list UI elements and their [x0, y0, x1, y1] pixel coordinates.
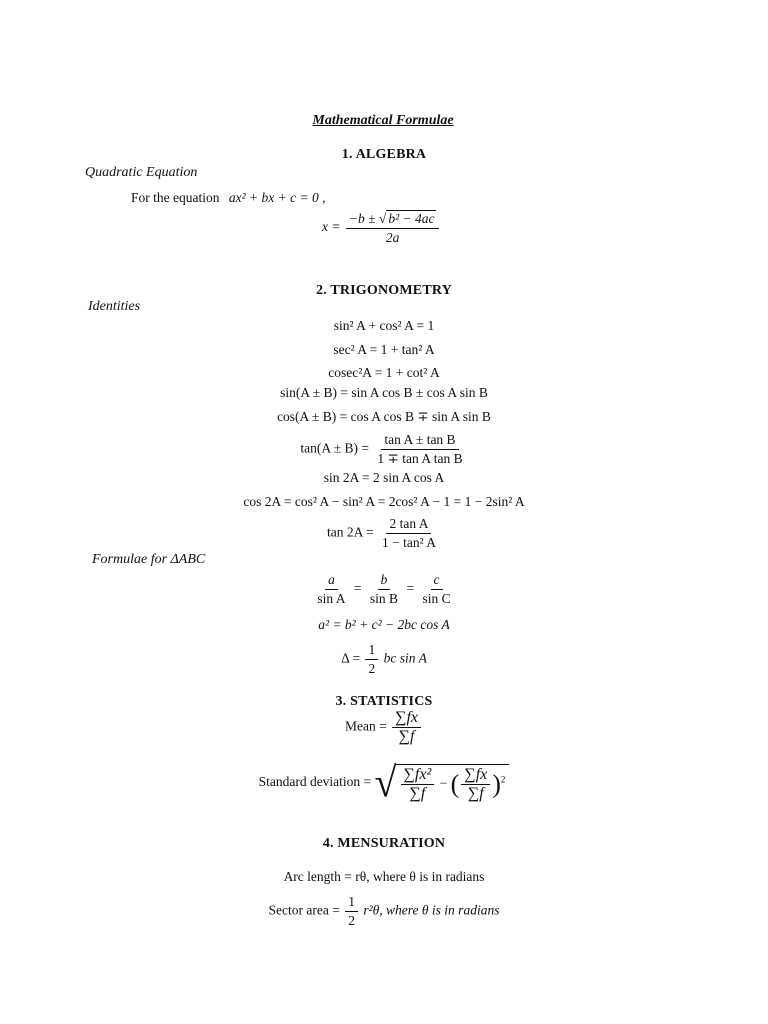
label-quadratic-equation: Quadratic Equation — [85, 165, 198, 180]
triangle-area-rhs: bc sin A — [383, 650, 427, 666]
identity-double-sine: sin 2A = 2 sin A cos A — [323, 470, 445, 485]
identity-cosine-sum: cos(A ± B) = cos A cos B ∓ sin A sin B — [277, 409, 491, 424]
identity-cosecant: cosec²A = 1 + cot² A — [328, 365, 440, 380]
sine-rule-numerator-c: c — [431, 572, 443, 590]
standard-deviation-formula — [0, 758, 768, 807]
sine-rule-equals-2: = — [406, 580, 415, 596]
double-tangent-fraction — [379, 516, 439, 551]
triangle-area-formula — [0, 642, 768, 677]
identity-pythagorean: sin² A + cos² A = 1 — [333, 318, 435, 333]
sd-second-numerator: ∑fx — [461, 767, 490, 785]
quadratic-radicand: b² − 4ac — [388, 211, 435, 226]
mean-denominator: ∑f — [398, 728, 415, 745]
tangent-sum-fraction — [374, 432, 465, 467]
sd-square-exponent: 2 — [500, 774, 506, 785]
sine-rule-denominator-a: sin A — [317, 591, 346, 606]
triangle-area-denominator: 2 — [368, 661, 376, 676]
identity-sine-sum: sin(A ± B) = sin A cos B ± cos A sin B — [280, 385, 488, 400]
sd-second-denominator: ∑f — [467, 785, 484, 802]
mean-numerator: ∑fx — [392, 710, 421, 728]
sine-rule-numerator-b: b — [378, 572, 391, 590]
quadratic-formula-denominator: 2a — [385, 230, 400, 245]
label-triangle-formulae: Formulae for ΔABC — [92, 552, 206, 567]
section-heading-trigonometry: 2. TRIGONOMETRY — [315, 283, 453, 298]
double-tangent-numerator: 2 tan A — [386, 516, 431, 534]
sd-close-paren: ) — [492, 769, 501, 799]
standard-deviation-radicand — [395, 764, 510, 802]
quadratic-intro-text: For the equation — [131, 190, 220, 205]
quadratic-intro-line — [131, 190, 325, 206]
quadratic-formula — [322, 210, 441, 246]
cosine-rule: a² = b² + c² − 2bc cos A — [318, 617, 450, 632]
sine-rule — [0, 572, 768, 607]
section-heading-mensuration: 4. MENSURATION — [322, 836, 446, 851]
sd-second-fraction — [461, 767, 490, 802]
identity-double-tangent — [0, 516, 768, 551]
sine-rule-numerator-a: a — [325, 572, 338, 590]
triangle-area-fraction — [365, 642, 378, 677]
quadratic-equation: ax² + bx + c = 0 , — [228, 190, 326, 205]
sine-rule-fraction-b — [367, 572, 401, 607]
label-identities: Identities — [88, 299, 141, 314]
mean-lhs: Mean = — [344, 718, 387, 734]
sd-first-numerator: ∑fx² — [401, 767, 435, 785]
sine-rule-fraction-a — [314, 572, 348, 607]
tangent-sum-denominator: 1 ∓ tan A tan B — [377, 451, 463, 466]
section-heading-algebra: 1. ALGEBRA — [341, 147, 427, 162]
square-root-sign: √ — [374, 758, 397, 807]
sd-open-paren: ( — [450, 769, 460, 799]
sector-area-denominator: 2 — [348, 913, 355, 928]
section-heading-statistics: 3. STATISTICS — [335, 694, 433, 709]
identity-tangent-sum — [0, 432, 768, 467]
sine-rule-fraction-c — [419, 572, 453, 607]
mean-fraction — [392, 710, 421, 745]
tangent-sum-numerator: tan A ± tan B — [381, 432, 458, 450]
sd-first-fraction — [401, 767, 435, 802]
sector-area-formula — [0, 894, 768, 929]
double-tangent-denominator: 1 − tan² A — [381, 535, 437, 550]
triangle-area-numerator: 1 — [365, 642, 378, 660]
sine-rule-denominator-b: sin B — [369, 591, 399, 606]
sector-area-fraction — [345, 894, 358, 929]
mean-formula — [0, 710, 768, 745]
quadratic-formula-fraction — [346, 210, 440, 246]
sd-first-denominator: ∑f — [409, 785, 426, 802]
sector-area-lhs: Sector area = — [268, 902, 340, 918]
quadratic-formula-numerator: −b ± √ b² − 4ac — [346, 210, 440, 229]
quadratic-numerator-prefix: −b ± — [348, 211, 379, 226]
sine-rule-equals-1: = — [353, 580, 362, 596]
identity-double-cosine: cos 2A = cos² A − sin² A = 2cos² A − 1 = 1 − 2sin² A — [243, 494, 525, 509]
sector-area-rhs: r²θ, where θ is in radians — [363, 902, 500, 918]
double-tangent-lhs: tan 2A = — [326, 524, 374, 540]
sector-area-numerator: 1 — [345, 894, 358, 912]
document-title: Mathematical Formulae — [312, 113, 454, 128]
triangle-area-lhs: Δ = — [341, 650, 361, 666]
tangent-sum-lhs: tan(A ± B) = — [300, 440, 370, 456]
identity-secant: sec² A = 1 + tan² A — [333, 342, 435, 357]
standard-deviation-lhs: Standard deviation = — [258, 774, 372, 790]
quadratic-formula-lhs: x = — [322, 219, 341, 235]
sine-rule-denominator-c: sin C — [422, 591, 451, 606]
sd-minus-sign: − — [439, 775, 448, 791]
arc-length-formula: Arc length = rθ, where θ is in radians — [283, 869, 485, 884]
